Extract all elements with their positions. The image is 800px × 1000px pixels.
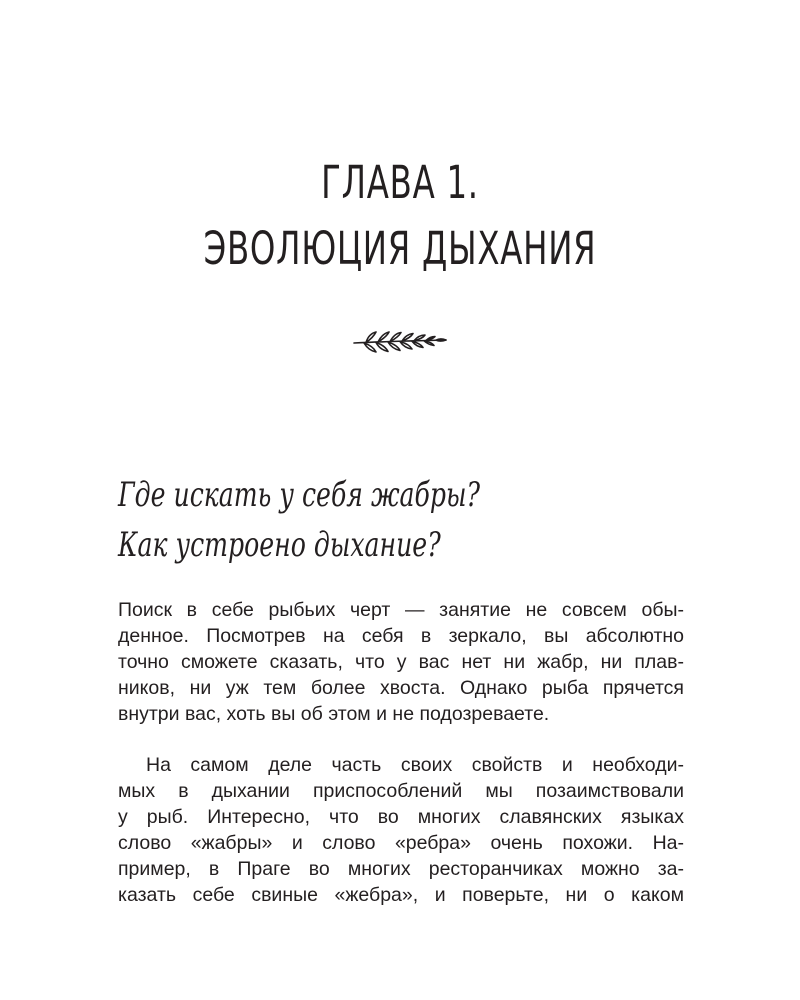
chapter-title xyxy=(112,150,688,282)
paragraph-line: внутри вас, хоть вы об этом и не подозреваете. xyxy=(118,703,550,725)
chapter-name: ЭВОЛЮЦИЯ ДЫХАНИЯ xyxy=(203,222,597,275)
paragraph-line: пример, в Праге во многих ресторанчиках можно за- xyxy=(118,858,684,880)
paragraph-line: денное. Посмотрев на себя в зеркало, вы абсолютно xyxy=(118,625,684,647)
paragraph-1 xyxy=(118,597,684,727)
paragraph-line: ников, ни уж тем более хвоста. Однако рыба прячется xyxy=(118,677,684,699)
section-heading-line-2: Как устроено дыхание? xyxy=(118,525,441,565)
section-heading xyxy=(118,470,480,570)
fern-leaf-icon xyxy=(350,326,450,356)
paragraph-line: мых в дыхании приспособлений мы позаимствовали xyxy=(118,780,684,802)
paragraph-line: казать себе свиные «жебра», и поверьте, ни о каком xyxy=(118,884,684,906)
paragraph-line: у рыб. Интересно, что во многих славянских языках xyxy=(118,806,684,828)
paragraph-line: Поиск в себе рыбьих черт — занятие не совсем обы- xyxy=(118,599,684,621)
section-heading-line-1: Где искать у себя жабры? xyxy=(118,475,480,515)
paragraph-2 xyxy=(118,752,684,908)
paragraph-line: слово «жабры» и слово «ребра» очень похожи. На- xyxy=(118,832,684,854)
paragraph-line: На самом деле часть своих свойств и необходи- xyxy=(146,754,684,776)
chapter-number: ГЛАВА 1. xyxy=(321,156,479,209)
paragraph-line: точно сможете сказать, что у вас нет ни жабр, ни плав- xyxy=(118,651,684,673)
